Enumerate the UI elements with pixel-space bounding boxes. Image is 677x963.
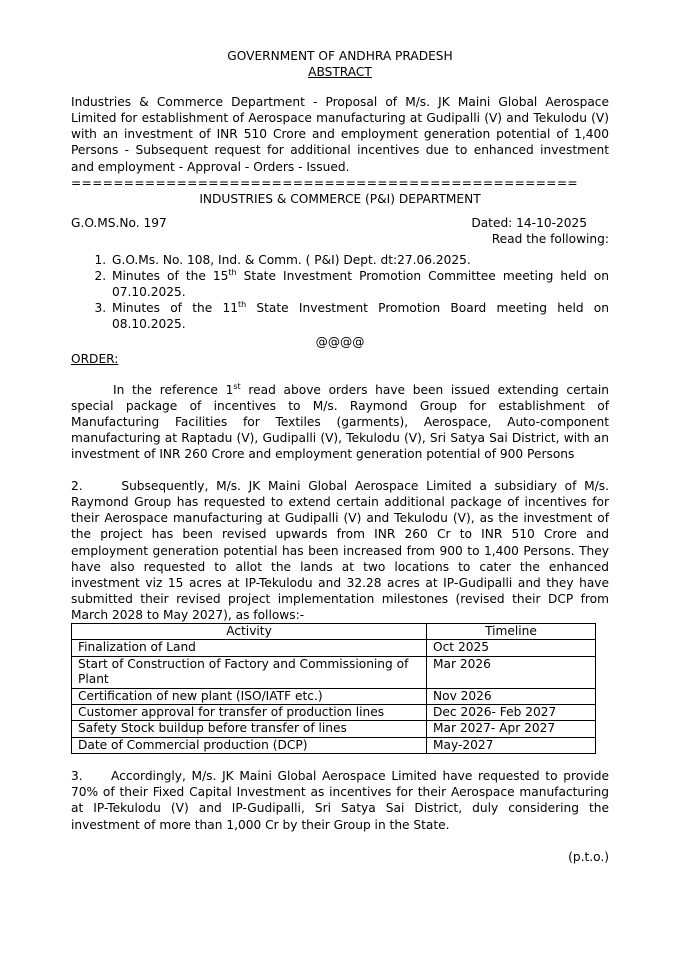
symbols-divider: @@@@	[315, 334, 365, 349]
document-page	[71, 48, 613, 865]
read-following: Read the following:	[491, 231, 609, 246]
table-row: Customer approval for transfer of production lines Dec 2026- Feb 2027	[72, 705, 596, 721]
order-paragraph-3: 3. Accordingly, M/s. JK Maini Global Aerospace Limited have requested to provide 70% of their Fixed Capital Investment as incentives for their Aerospace manufacturing at IP-Tekulodu (V) and IP-Gudipalli, Sri Satya Sai District, duly considering the investment of more than 1,000 Cr by their Group in the State.	[71, 769, 613, 832]
dated: Dated: 14-10-2025	[471, 215, 587, 230]
milestone-table	[71, 623, 596, 754]
table-row: Finalization of Land Oct 2025	[72, 640, 596, 656]
order-paragraph-1: In the reference 1st read above orders have been issued extending certain special package of incentives to M/s. Raymond Group for establishment of Manufacturing Facilities for Textiles (garments), Aerospace, Auto-component manufacturing at Raptadu (V), Gudipalli (V), Tekulodu (V), Sri Satya Sai District, with an investment of INR 260 Crore and employment generation potential of 900 Persons	[71, 381, 609, 462]
order-heading: ORDER:	[71, 351, 119, 366]
order-paragraph-2: 2. Subsequently, M/s. JK Maini Global Aerospace Limited a subsidiary of M/s. Raymond Group has requested to extend certain additional package of incentives for their Aerospace manufacturing at Gudipalli (V) and Tekulodu (V), as the investment of the project has been revised upwards from INR 260 Cr to INR 510 Crore and employment generation potential has been increased from 900 to 1,400 Persons. They have also requested to allot the lands at two locations to cater the enhanced investment viz 15 acres at IP-Tekulodu and 32.28 acres at IP-Gudipalli and they have submitted their revised project implementation milestones (revised their DCP from March 2028 to May 2027), as follows:-	[71, 479, 613, 622]
department-heading: INDUSTRIES & COMMERCE (P&I) DEPARTMENT	[199, 191, 481, 206]
go-number-row	[71, 215, 609, 231]
table-row: Safety Stock buildup before transfer of lines Mar 2027- Apr 2027	[72, 721, 596, 737]
table-row: Certification of new plant (ISO/IATF etc.) Nov 2026	[72, 688, 596, 704]
table-header-row	[72, 624, 596, 640]
reference-list	[71, 252, 609, 332]
reference-item: 2. Minutes of the 15th State Investment Promotion Committee meeting held on 07.10.2025.	[110, 268, 609, 300]
reference-item: 1. G.O.Ms. No. 108, Ind. & Comm. ( P&I) Dept. dt:27.06.2025.	[110, 252, 609, 268]
table-header-timeline: Timeline	[427, 624, 596, 640]
reference-item: 3. Minutes of the 11th State Investment Promotion Board meeting held on 08.10.2025.	[110, 300, 609, 332]
abstract-heading: ABSTRACT	[308, 65, 372, 80]
go-number: G.O.MS.No. 197	[71, 215, 167, 230]
separator-line: ================================================	[71, 175, 578, 190]
subject-text: Industries & Commerce Department - Proposal of M/s. JK Maini Global Aerospace Limited for establishment of Aerospace manufacturing at Gudipalli (V) and Tekulodu (V) with an investment of INR 510 Crore and employment generation potential of 1,400 Persons - Subsequent request for additional incentives due to enhanced investment and employment - Approval - Orders - Issued.	[71, 95, 609, 174]
table-row: Date of Commercial production (DCP) May-2027	[72, 737, 596, 753]
table-row: Start of Construction of Factory and Commissioning of Plant Mar 2026	[72, 656, 596, 688]
table-header-activity: Activity	[72, 624, 427, 640]
government-heading: GOVERNMENT OF ANDHRA PRADESH	[227, 49, 453, 63]
page-turn-note: (p.t.o.)	[568, 849, 609, 864]
